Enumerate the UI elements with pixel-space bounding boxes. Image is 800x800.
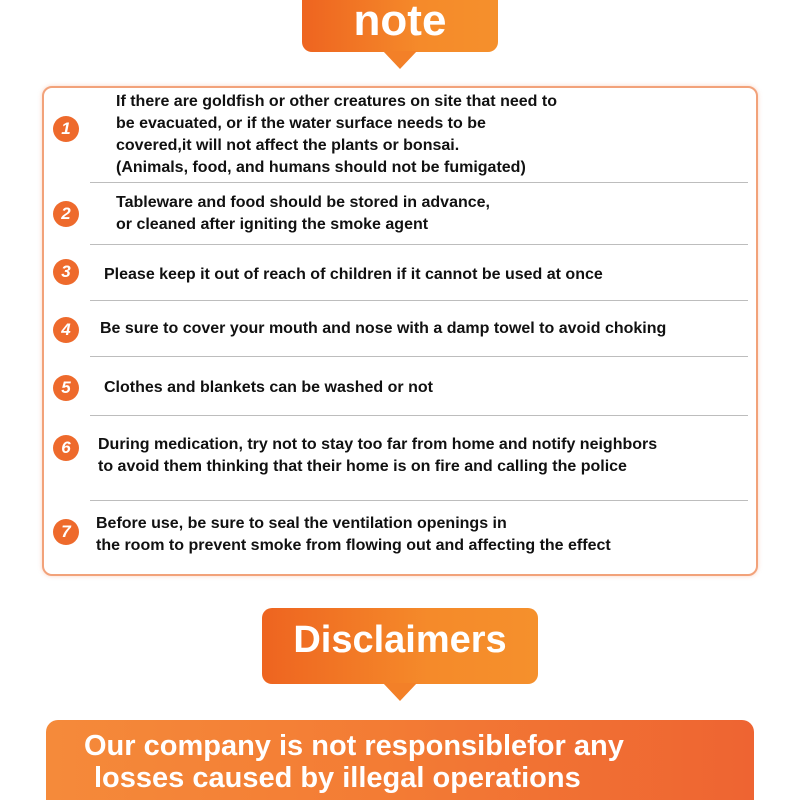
number-badge-5-icon: 5 [53, 375, 79, 401]
note-item-2-line-1: Tableware and food should be stored in advance, [116, 194, 490, 211]
divider [90, 356, 748, 357]
disclaimer-line-2: losses caused by illegal operations [94, 762, 581, 794]
note-item-7-line-1: Before use, be sure to seal the ventilation openings in [96, 515, 507, 532]
number-badge-1-icon: 1 [53, 116, 79, 142]
number-badge-6-icon: 6 [53, 435, 79, 461]
disclaimers-pointer [383, 683, 417, 701]
note-item-1-line-1: If there are goldfish or other creatures on site that need to [116, 93, 557, 110]
divider [90, 415, 748, 416]
disclaimers-header [262, 608, 538, 684]
number-badge-7-icon: 7 [53, 519, 79, 545]
note-item-3-text [104, 264, 603, 286]
note-header [302, 0, 498, 52]
number-badge-4-icon: 4 [53, 317, 79, 343]
divider [90, 244, 748, 245]
note-item-1-line-2: be evacuated, or if the water surface needs to be [116, 115, 486, 132]
note-item-1-text [116, 91, 557, 179]
note-item-7-line-2: the room to prevent smoke from flowing out and affecting the effect [96, 537, 611, 554]
note-item-6-line-1: During medication, try not to stay too far from home and notify neighbors [98, 436, 658, 453]
notes-card [42, 86, 758, 576]
note-item-7-text [96, 513, 611, 557]
divider [90, 500, 748, 501]
note-item-6-text [98, 434, 657, 478]
note-item-6-line-2: to avoid them thinking that their home is on fire and calling the police [98, 458, 627, 475]
divider [90, 182, 748, 183]
number-badge-3-icon: 3 [53, 259, 79, 285]
note-item-1-line-3: covered,it will not affect the plants or bonsai. [116, 137, 460, 154]
note-item-1-line-4: (Animals, food, and humans should not be fumigated) [116, 159, 526, 176]
note-item-5-text [104, 377, 433, 399]
disclaimer-line-1: Our company is not responsiblefor any [84, 730, 624, 762]
number-badge-2-icon: 2 [53, 201, 79, 227]
note-item-5-line-1: Clothes and blankets can be washed or not [104, 379, 433, 396]
divider [90, 300, 748, 301]
note-item-2-text [116, 192, 490, 236]
note-item-2-line-2: or cleaned after igniting the smoke agent [116, 216, 429, 233]
note-item-4-text [100, 318, 666, 340]
note-item-3-line-1: Please keep it out of reach of children if it cannot be used at once [104, 266, 603, 283]
disclaimer-banner [46, 720, 754, 800]
note-title: note [353, 0, 447, 45]
disclaimers-title: Disclaimers [293, 619, 507, 661]
note-pointer [383, 51, 417, 69]
note-item-4-line-1: Be sure to cover your mouth and nose with a damp towel to avoid choking [100, 320, 667, 337]
